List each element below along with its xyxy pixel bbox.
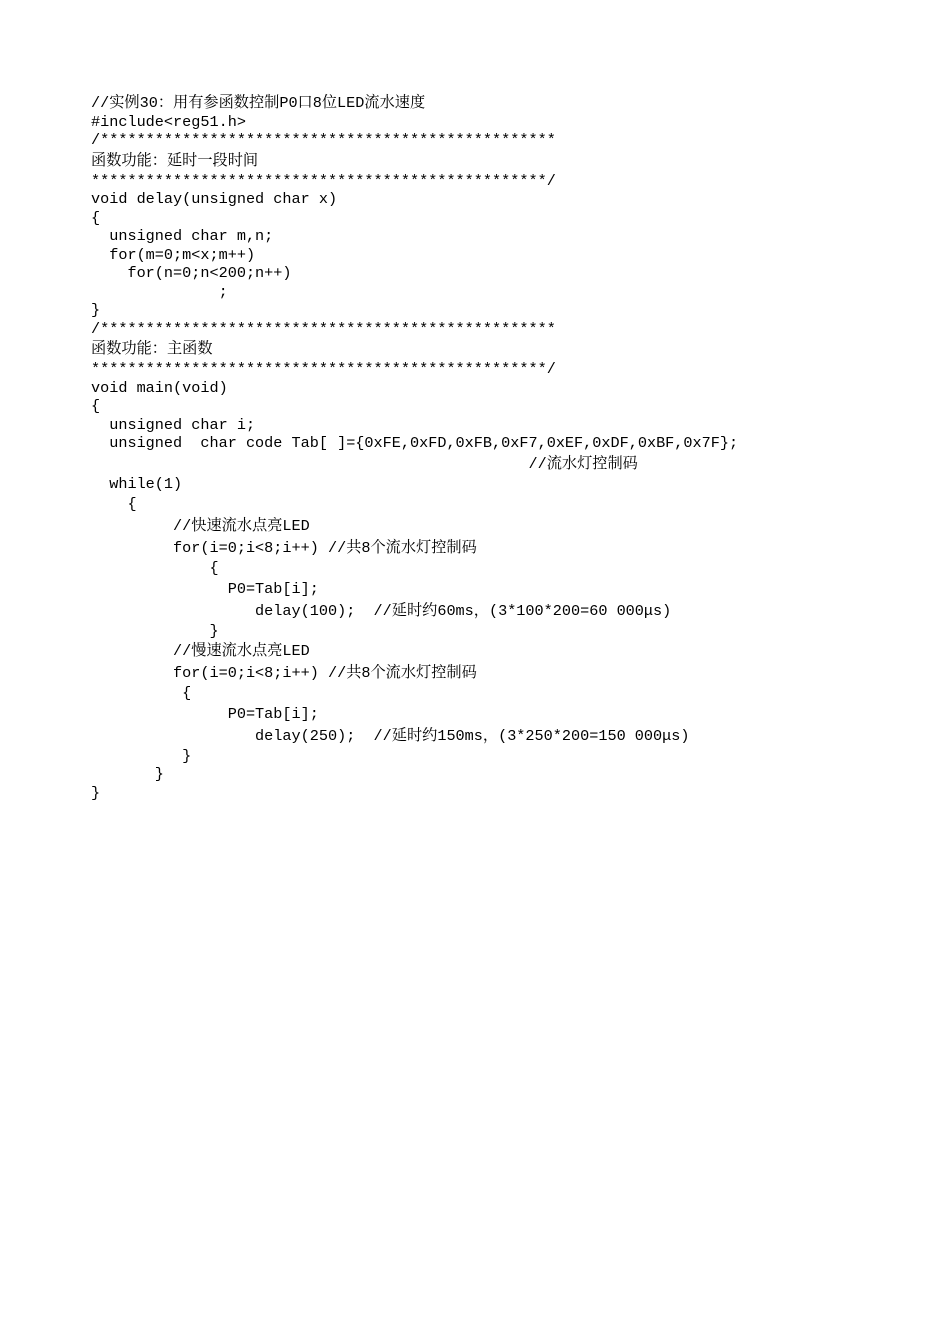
code-line: { (91, 559, 219, 577)
code-line: delay(100); //延时约60ms，(3*100*200=60 000μs) (91, 601, 672, 620)
code-line: { (91, 208, 101, 227)
code-line: unsigned char code Tab[ ]={0xFE,0xFD,0xFB,0xF7,0xEF,0xDF,0xBF,0x7F}; (91, 434, 739, 452)
code-line: delay(250); //延时约150ms，(3*250*200=150 000μs) (91, 726, 690, 745)
code-line: unsigned char i; (91, 415, 256, 434)
comment-line: //慢速流水点亮LED (91, 642, 310, 660)
code-line: for(i=0;i<8;i++) //共8个流水灯控制码 (91, 539, 477, 557)
code-line: } (91, 783, 101, 802)
code-line: P0=Tab[i]; (91, 704, 319, 723)
code-line: } (91, 301, 101, 319)
include-line: #include<reg51.h> (91, 112, 246, 131)
comment-title-line: //实例30：用有参函数控制P0口8位LED流水速度 (91, 94, 426, 112)
comment-border-bottom: **************************************************/ (91, 171, 556, 190)
code-line: for(i=0;i<8;i++) //共8个流水灯控制码 (91, 664, 477, 682)
code-line: void delay(unsigned char x) (91, 190, 338, 208)
comment-border-bottom: **************************************************/ (91, 360, 556, 378)
function-description-line: 函数功能：主函数 (91, 340, 213, 358)
code-line: { (91, 495, 137, 513)
code-line: { (91, 684, 192, 702)
comment-line: //流水灯控制码 (91, 454, 638, 473)
code-line: for(n=0;n<200;n++) (91, 264, 292, 282)
code-line: { (91, 397, 101, 415)
code-line: unsigned char m,n; (91, 227, 274, 245)
code-line: } (91, 621, 219, 640)
code-line: ; (91, 282, 228, 301)
code-line: } (91, 746, 192, 765)
comment-border-top: /************************************************** (91, 131, 556, 149)
code-line: P0=Tab[i]; (91, 579, 319, 598)
code-line: for(m=0;m<x;m++) (91, 245, 256, 264)
code-listing (91, 94, 911, 802)
function-description-line: 函数功能：延时一段时间 (91, 151, 259, 170)
comment-border-top: /************************************************** (91, 319, 556, 338)
code-line: void main(void) (91, 378, 228, 397)
comment-line: //快速流水点亮LED (91, 517, 310, 535)
code-line: } (91, 765, 164, 783)
code-line: while(1) (91, 474, 183, 493)
